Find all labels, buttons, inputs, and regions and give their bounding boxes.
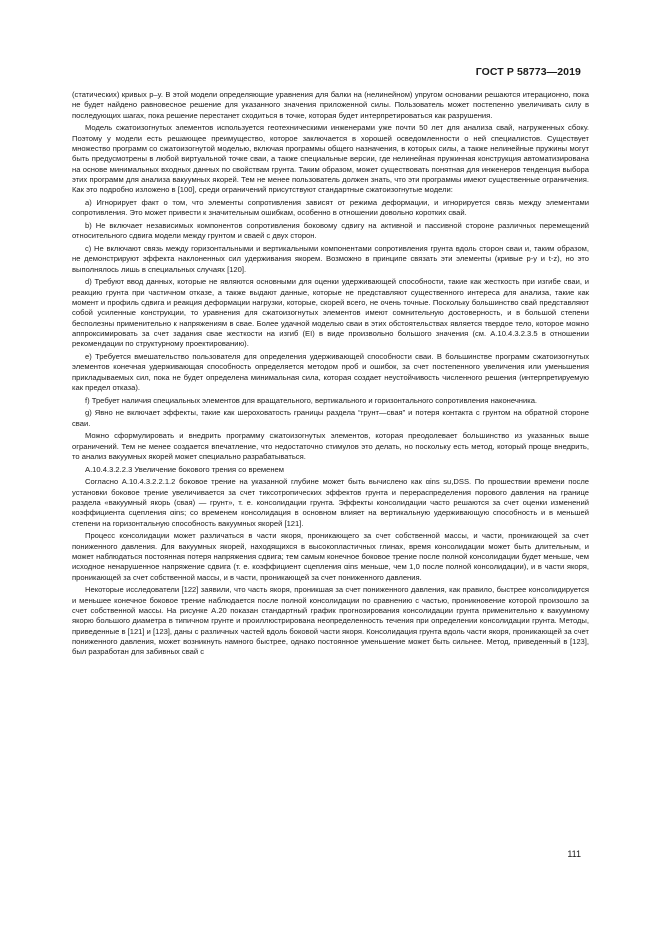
list-item: b) Не включает независимых компонентов сопротивления боковому сдвигу на активной и пассивной стороне различных перемещений относительного сдвига модели между грунтом и сваей с двух сторон.: [72, 221, 589, 241]
page-number: 111: [567, 849, 581, 859]
list-item: d) Требуют ввод данных, которые не являются основными для оценки удерживающей способности, такие как жесткость при изгибе сваи, и реакцию грунта при частичном отказе, а также выдают данные, которые не представляют существенного интереса для анализа, такие как момент и профиль сдвига и реакция деформации нагрузки, которые, скорей всего, не очень точные. Поскольку большинство свай представляют собой усиленные конструкции, то уравнения для сжатоизогнутых элементов имеют сомнительную достоверность, и в большой степени бесполезны применительно к напряжениям в свае. Более удачной моделью сваи в этих обстоятельствах является твердое тело, которое можно аппроксимировать за счет задания свае жесткости на изгиб (EI) в виде произвольно большого значения (см. А.10.4.3.2.3.5 в отношении рекомендации по структурному проектированию).: [72, 277, 589, 349]
document-body: [72, 90, 589, 660]
list-item: e) Требуется вмешательство пользователя для определения удерживающей способности сваи. В большинстве программ сжатоизогнутых элементов конечная удерживающая способность определяется методом проб и ошибок, за счет постепенного увеличения или уменьшения прикладываемых сил, пока не будет определена минимальная сила, которая создает неустойчивость численного решения (интерпретируемую как предел отказа).: [72, 352, 589, 393]
paragraph: (статических) кривых p–y. В этой модели определяющие уравнения для балки на (нелинейном) упругом основании решаются итерационно, пока не будет найдено равновесное решение для указанного значения приложенной силы. Пользователь может постепенно увеличивать силу в последующих шагах, пока решение перестанет сходиться в точке, которая будет интерпретироваться как разрушения.: [72, 90, 589, 120]
paragraph: Процесс консолидации может различаться в части якоря, проникающего за счет собственной массы, и части, проникающей за счет пониженного давления. Для вакуумных якорей, находящихся в высокопластичных глинах, время консолидации может быть длительным, и может наблюдаться постоянная потеря напряжения сдвига; тем самым конечное боковое трение после полной консолидации будет меньше, чем исходное ненарушенное напряжение сдвига (т. е. коэффициент сцепления αins меньше, чем 1,0 после полной консолидации), и в части якоря, проникающей за счет собственной массы, и в части, проникающей за счет пониженного давления.: [72, 531, 589, 582]
standard-designation: ГОСТ Р 58773—2019: [475, 66, 581, 78]
paragraph: Согласно А.10.4.3.2.2.1.2 боковое трение на указанной глубине может быть вычислено как αins su,DSS. По прошествии времени после установки боковое трение увеличивается за счет тиксотропических эффектов грунта и перераспределения порового давления на границе раздела «вакуумный якорь (свая) — грунт», т. е. консолидации грунта. Эффекты консолидации часто решаются за счет оценки изменений коэффициента сцепления αins; со временем консолидация в основном влияет на вертикальную удерживающую способность и в меньшей степени на горизонтальную способность вакуумных якорей [121].: [72, 477, 589, 528]
list-item: f) Требует наличия специальных элементов для вращательного, вертикального и горизонтального сопротивления наконечника.: [85, 395, 538, 405]
paragraph: Некоторые исследователи [122] заявили, что часть якоря, проникшая за счет пониженного давления, как правило, быстрее консолидируется и меньшее конечное боковое трение наблюдается после полной консолидации по сравнению с частью, проникновение которой произошло за счет собственной массы. На рисунке А.20 показан стандартный график прогнозирования консолидации грунта применительно к вакуумному якорю большого диаметра в типичном грунте и проиллюстрирована неопределенность течения при определении консолидации грунта. Методы, приведенные в [121] и [123], даны с различных частей вдоль боковой части якоря. Консолидация грунта вдоль части якоря, проникающей за счет пониженного давления, может возникнуть намного быстрее, однако постоянное уменьшение может быть сильнее. Метод, приведенный в [123], был разработан для забивных свай с: [72, 585, 589, 657]
section-heading: А.10.4.3.2.2.3 Увеличение бокового трения со временем: [85, 464, 285, 474]
list-item: a) Игнорирует факт о том, что элементы сопротивления зависят от режима деформации, и игнорируется связь между элементами сопротивления. Это может привести к значительным ошибкам, особенно в отношении довольно коротких свай.: [72, 198, 589, 218]
list-item: g) Явно не включает эффекты, такие как шероховатость границы раздела “грунт—свая” и потеря контакта с грунтом на обратной стороне сваи.: [72, 408, 589, 428]
paragraph: Можно сформулировать и внедрить программу сжатоизогнутых элементов, которая преодолевает большинство из указанных выше ограничений. Тем не менее создается впечатление, что недостаточно стимулов это делать, но поскольку есть метод, который проще внедрить, то анализ вакуумных якорей может специально разрабатываться.: [72, 431, 589, 462]
list-item: c) Не включают связь между горизонтальными и вертикальными компонентами сопротивления грунта вдоль сторон сваи и, таким образом, не демонстрируют эффекта наклоненных сил удерживания якорем. Возможно в принципе связать эти элементы (кривые p-y и t-z), но это выполнялось лишь в специальных случаях [120].: [72, 244, 589, 274]
paragraph: Модель сжатоизогнутых элементов используется геотехническими инженерами уже почти 50 лет для анализа свай, нагруженных сбоку. Поэтому у модели есть решающее преимущество, которое заключается в хорошей осведомленности о ней специалистов. Существует множество программ со сжатоизогнутой моделью, включая программы общего назначения, в которых силы, а также нелинейные пружины могут быть предусмотрены в любой виртуальной точке сваи, а также специальные версии, где нелинейная пружинная конструкция автоматизирована на основе минимальных входных данных по свойствам грунта. Таким образом, может существовать понятная для инженеров тенденция выбора этих программ для анализа вакуумных якорей. Тем не менее пользователь должен знать, что эти программы имеют существенные ограничения. Как это подробно изложено в [100], среди ограничений присутствуют стандартные сжатоизогнутые модели:: [72, 123, 589, 195]
